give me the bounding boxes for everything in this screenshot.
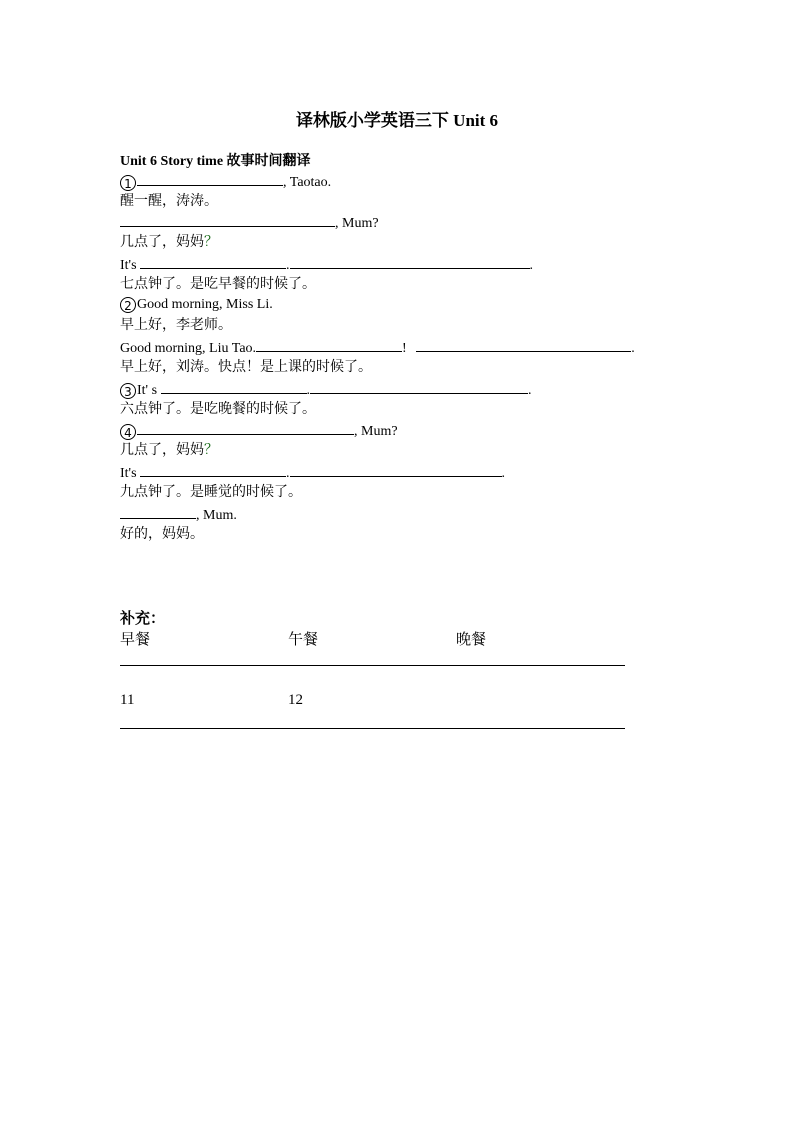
col-dinner: 晚餐 bbox=[456, 630, 487, 648]
item-3-english bbox=[120, 254, 533, 274]
blank-3b[interactable] bbox=[290, 254, 530, 269]
period: . bbox=[501, 466, 506, 481]
item-7-chinese bbox=[120, 440, 218, 460]
item-5-english bbox=[120, 337, 635, 357]
number-3-badge: 3 bbox=[120, 383, 136, 399]
item-1-chinese: 醒一醒，涛涛。 bbox=[120, 193, 218, 209]
divider-line bbox=[120, 665, 625, 666]
blank-8a[interactable] bbox=[140, 462, 286, 477]
item-5-chinese: 早上好，刘涛。快点！是上课的时候了。 bbox=[120, 359, 372, 375]
blank-5b[interactable] bbox=[416, 337, 631, 352]
blank-6b[interactable] bbox=[310, 379, 528, 394]
item-2-chinese bbox=[120, 232, 218, 252]
blank-7[interactable] bbox=[137, 420, 354, 435]
blank-8b[interactable] bbox=[290, 462, 502, 477]
blank-3a[interactable] bbox=[140, 254, 286, 269]
divider-line bbox=[120, 728, 625, 729]
item-6-chinese: 六点钟了。是吃晚餐的时候了。 bbox=[120, 401, 316, 417]
item-9-english bbox=[120, 504, 237, 524]
item-4-english bbox=[120, 295, 273, 315]
item-2-english bbox=[120, 212, 379, 232]
item-4-chinese: 早上好，李老师。 bbox=[120, 317, 232, 333]
item-8-chinese: 九点钟了。是睡觉的时候了。 bbox=[120, 484, 302, 500]
blank-2[interactable] bbox=[120, 212, 335, 227]
period: . bbox=[286, 258, 290, 273]
section-subtitle: Unit 6 Story time 故事时间翻译 bbox=[120, 154, 311, 169]
blank-9[interactable] bbox=[120, 504, 196, 519]
period: . bbox=[306, 383, 311, 398]
question-mark: ？ bbox=[204, 234, 218, 250]
blank-5a[interactable] bbox=[256, 337, 402, 352]
period: . bbox=[529, 258, 534, 273]
blank-1[interactable] bbox=[137, 171, 283, 186]
period: . bbox=[528, 383, 532, 398]
item-3-start: It's bbox=[120, 258, 137, 273]
question-mark: ？ bbox=[204, 442, 218, 458]
item-6-start: It' s bbox=[137, 383, 158, 398]
number-1-badge: 1 bbox=[120, 175, 136, 191]
exclamation: ! bbox=[402, 341, 407, 356]
item-4-text: Good morning, Miss Li. bbox=[137, 297, 273, 312]
col-breakfast: 早餐 bbox=[120, 630, 151, 648]
item-9-text: , Mum. bbox=[196, 508, 237, 523]
item-2-chinese-text: 几点了，妈妈 bbox=[120, 234, 204, 250]
period: . bbox=[286, 466, 290, 481]
blank-6a[interactable] bbox=[161, 379, 307, 394]
item-2-text: , Mum? bbox=[335, 216, 379, 231]
item-1-english bbox=[120, 171, 331, 191]
page-title: 译林版小学英语三下 Unit 6 bbox=[295, 111, 499, 130]
item-3-chinese: 七点钟了。是吃早餐的时候了。 bbox=[120, 276, 316, 292]
col-lunch: 午餐 bbox=[288, 630, 319, 648]
period: . bbox=[631, 341, 635, 356]
item-7-english bbox=[120, 420, 398, 440]
item-8-start: It's bbox=[120, 466, 137, 481]
num-11: 11 bbox=[120, 692, 135, 708]
item-8-english bbox=[120, 462, 505, 482]
item-7-chinese-text: 几点了，妈妈 bbox=[120, 442, 204, 458]
item-9-chinese: 好的，妈妈。 bbox=[120, 526, 204, 542]
supplement-heading: 补充： bbox=[120, 609, 166, 627]
item-1-text: , Taotao. bbox=[283, 175, 332, 190]
number-2-badge: 2 bbox=[120, 297, 136, 313]
number-4-badge: 4 bbox=[120, 424, 136, 440]
item-7-text: , Mum? bbox=[354, 424, 398, 439]
num-12: 12 bbox=[288, 692, 303, 708]
item-6-english bbox=[120, 379, 532, 399]
item-5-start: Good morning, Liu Tao. bbox=[120, 341, 257, 356]
